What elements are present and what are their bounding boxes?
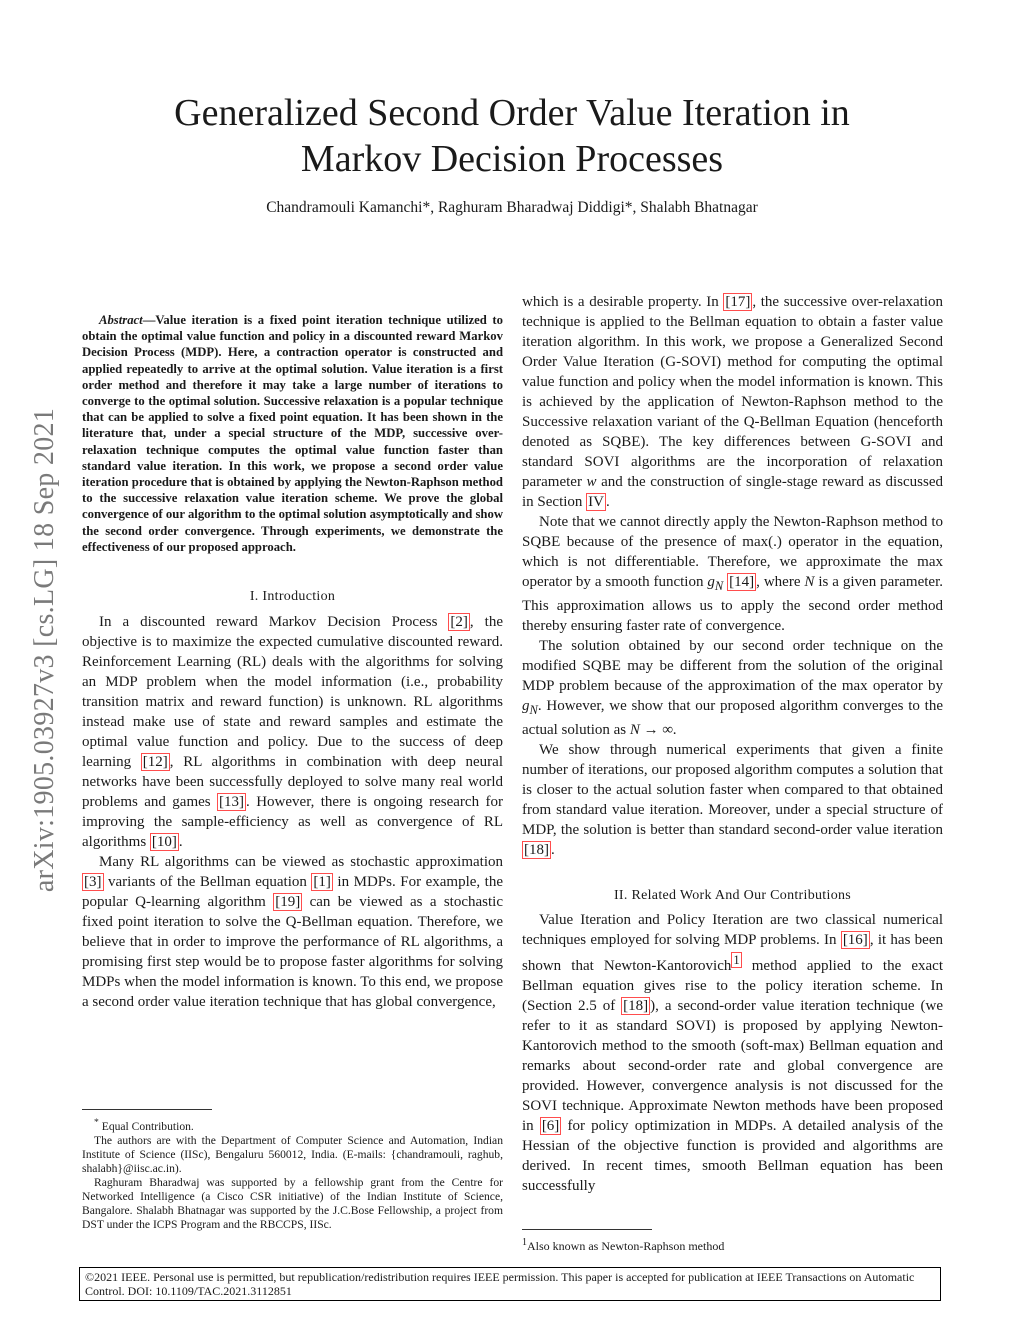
intro-paragraph-1: In a discounted reward Markov Decision Process [2] , the objective is to maximize the expected cumulative discounted reward. Reinforcement Learning (RL) deals with the algorithms for solving an MDP problem when the model information (i.e., probability transition matrix and reward function) is unknown. RL algorithms instead make use of state and reward samples and estimate the optimal value function and policy. Due to the success of deep learning [12] , RL algorithms in combination with deep neural networks have been successfully deployed to solve many real world problems and games [13] . However, there is ongoing research for improving the sample-efficiency as well as convergence of RL algorithms [10] . (82, 614, 503, 851)
footnote-link[interactable]: 1 (733, 953, 740, 967)
footnote-equal-contribution: * Equal Contribution. (94, 1117, 194, 1133)
right-paragraph-3: The solution obtained by our second order technique on the modified SQBE may be different from the solution of the original MDP problem because of the approximation of the max operator by $g_N$. However, we show that our proposed algorithm converges to the actual solution as N → ∞. (522, 638, 943, 738)
copyright-notice: ©2021 IEEE. Personal use is permitted, but republication/redistribution requires IEEE permission. This paper is accepted for publication at IEEE Transactions on Automatic Control. DOI: 10.1109/TAC.2021.3112851 (79, 1267, 941, 1301)
citation-link[interactable]: [17] (725, 294, 751, 310)
citation-link[interactable]: [13] (219, 794, 245, 811)
paper-title: Generalized Second Order Value Iteration in Markov Decision Processes (174, 92, 850, 180)
right-paragraph-4: We show through numerical experiments that given a finite number of iterations, our proposed algorithm computes a solution that is closer to the actual solution faster when compared to that obtained from standard value iteration. Moreover, under a special structure of MDP, the solution is better than standard second-order value iteration [18] . (522, 742, 943, 858)
citation-link[interactable]: [1] (313, 874, 331, 891)
right-column (522, 292, 943, 1196)
footnote-affiliation: The authors are with the Department of Computer Science and Automation, Indian Institute of Science (IISc), Bengaluru 560012, India. (E-mails: {chandramouli, raghub, shalabh}@iisc.ac.in). (82, 1133, 503, 1175)
author-list: Chandramouli Kamanchi*, Raghuram Bharadwaj Diddigi*, Shalabh Bhatnagar (266, 199, 758, 216)
right-paragraph-2: Note that we cannot directly apply the Newton-Raphson method to SQBE because of the presence of max(.) operator in the equation, which is not differentiable. Therefore, we approximate the max operator by a smooth function $g_N$ [14] , where N is a given parameter. This approximation allows us to apply the second order method thereby ensuring faster rate of convergence. (522, 514, 943, 634)
footnote-rule-right (522, 1229, 652, 1230)
footnote-rule-left (82, 1109, 212, 1110)
section-link[interactable]: IV (588, 494, 604, 510)
footnote-right: $^1$Also known as Newton-Raphson method (522, 1237, 725, 1253)
intro-paragraph-2: Many RL algorithms can be viewed as stochastic approximation [3] variants of the Bellman equation [1] in MDPs. For example, the popular Q-learning algorithm [19] can be viewed as a stochastic fixed point iteration to solve the Q-Bellman equation. Therefore, we believe that in order to improve the performance of RL algorithms, a promising first step would be to propose faster algorithms for solving MDPs when the model information is known. To this end, we propose a second order value iteration technique that has global convergence, (82, 854, 503, 1011)
citation-link[interactable]: [16] (842, 932, 868, 948)
section-heading-introduction: I. Introduction (249, 589, 336, 605)
footnotes-left (82, 1116, 503, 1232)
arxiv-identifier: arXiv:1905.03927v3 [cs.LG] 18 Sep 2021 (29, 407, 61, 893)
citation-link[interactable]: [6] (541, 1118, 560, 1134)
citation-link[interactable]: [2] (450, 614, 468, 631)
citation-link[interactable]: [18] (524, 842, 549, 858)
citation-link[interactable]: [10] (151, 834, 177, 851)
footnote-funding: Raghuram Bharadwaj was supported by a fellowship grant from the Centre for Networked Intelligence (a Cisco CSR initiative) of the Indian Institute of Science, Bangalore. Shalabh Bhatnagar was supported by the J.C.Bose Fellowship, a project from DST under the ICPS Program and the RBCCPS, IISc. (82, 1175, 503, 1231)
citation-link[interactable]: [18] (623, 998, 649, 1014)
section-heading-related-work: II. Related Work And Our Contributions (613, 888, 852, 903)
citation-link[interactable]: [19] (275, 894, 301, 911)
citation-link[interactable]: [12] (142, 754, 168, 771)
citation-link[interactable]: [3] (84, 874, 102, 891)
left-column (82, 312, 503, 1012)
abstract: Abstract—Value iteration is a fixed point iteration technique utilized to obtain the optimal value function and policy in a discounted reward Markov Decision Process (MDP). Here, a contraction operator is constructed and applied repeatedly to arrive at the optimal solution. Value iteration is a first order method and therefore it may take a large number of iterations to converge to the optimal solution. Successive relaxation is a popular technique that can be applied to solve a fixed point equation. It has been shown in the literature that, under a special structure of the MDP, successive over-relaxation technique computes the optimal value function faster than standard value iteration. In this work, we propose a second order value iteration procedure that is obtained by applying the Newton-Raphson method to the successive relaxation value iteration scheme. We prove the global convergence of our algorithm to the optimal solution asymptotically and show the second order convergence. Through experiments, we demonstrate the effectiveness of our proposed approach. (82, 313, 503, 554)
right-paragraph-5: Value Iteration and Policy Iteration are two classical numerical techniques employed for solving MDP problems. In [16] , it has been shown that Newton-Kantorovich $^1$ method applied to the exact Bellman equation gives rise to the policy iteration scheme. In (Section 2.5 of [18] ), a second-order value iteration technique (we refer to it as standard SOVI) is proposed by applying Newton-Kantorovich method to the smooth (soft-max) Bellman equation and remarks about second-order rate and global convergence are provided. However, convergence analysis is not discussed for the SOVI technique. Approximate Newton methods have been proposed in [6] for policy optimization in MDPs. A detailed analysis of the Hessian of the objective function is provided and algorithms are derived. In recent times, smooth Bellman equation has been successfully (522, 912, 944, 1194)
right-paragraph-1: which is a desirable property. In [17] , the successive over-relaxation technique is applied to the Bellman equation to obtain a faster value iteration algorithm. In this work, we propose a Generalized Second Order Value Iteration (G-SOVI) method for computing the optimal value function and policy when the model information is known. This is achieved by the application of Newton-Raphson method to the Successive relaxation variant of the Q-Bellman Equation (henceforth denoted as SQBE). The key differences between G-SOVI and standard SOVI algorithms are the incorporation of relaxation parameter w and the construction of single-stage reward as discussed in Section IV . (522, 294, 943, 510)
citation-link[interactable]: [14] (729, 574, 755, 590)
